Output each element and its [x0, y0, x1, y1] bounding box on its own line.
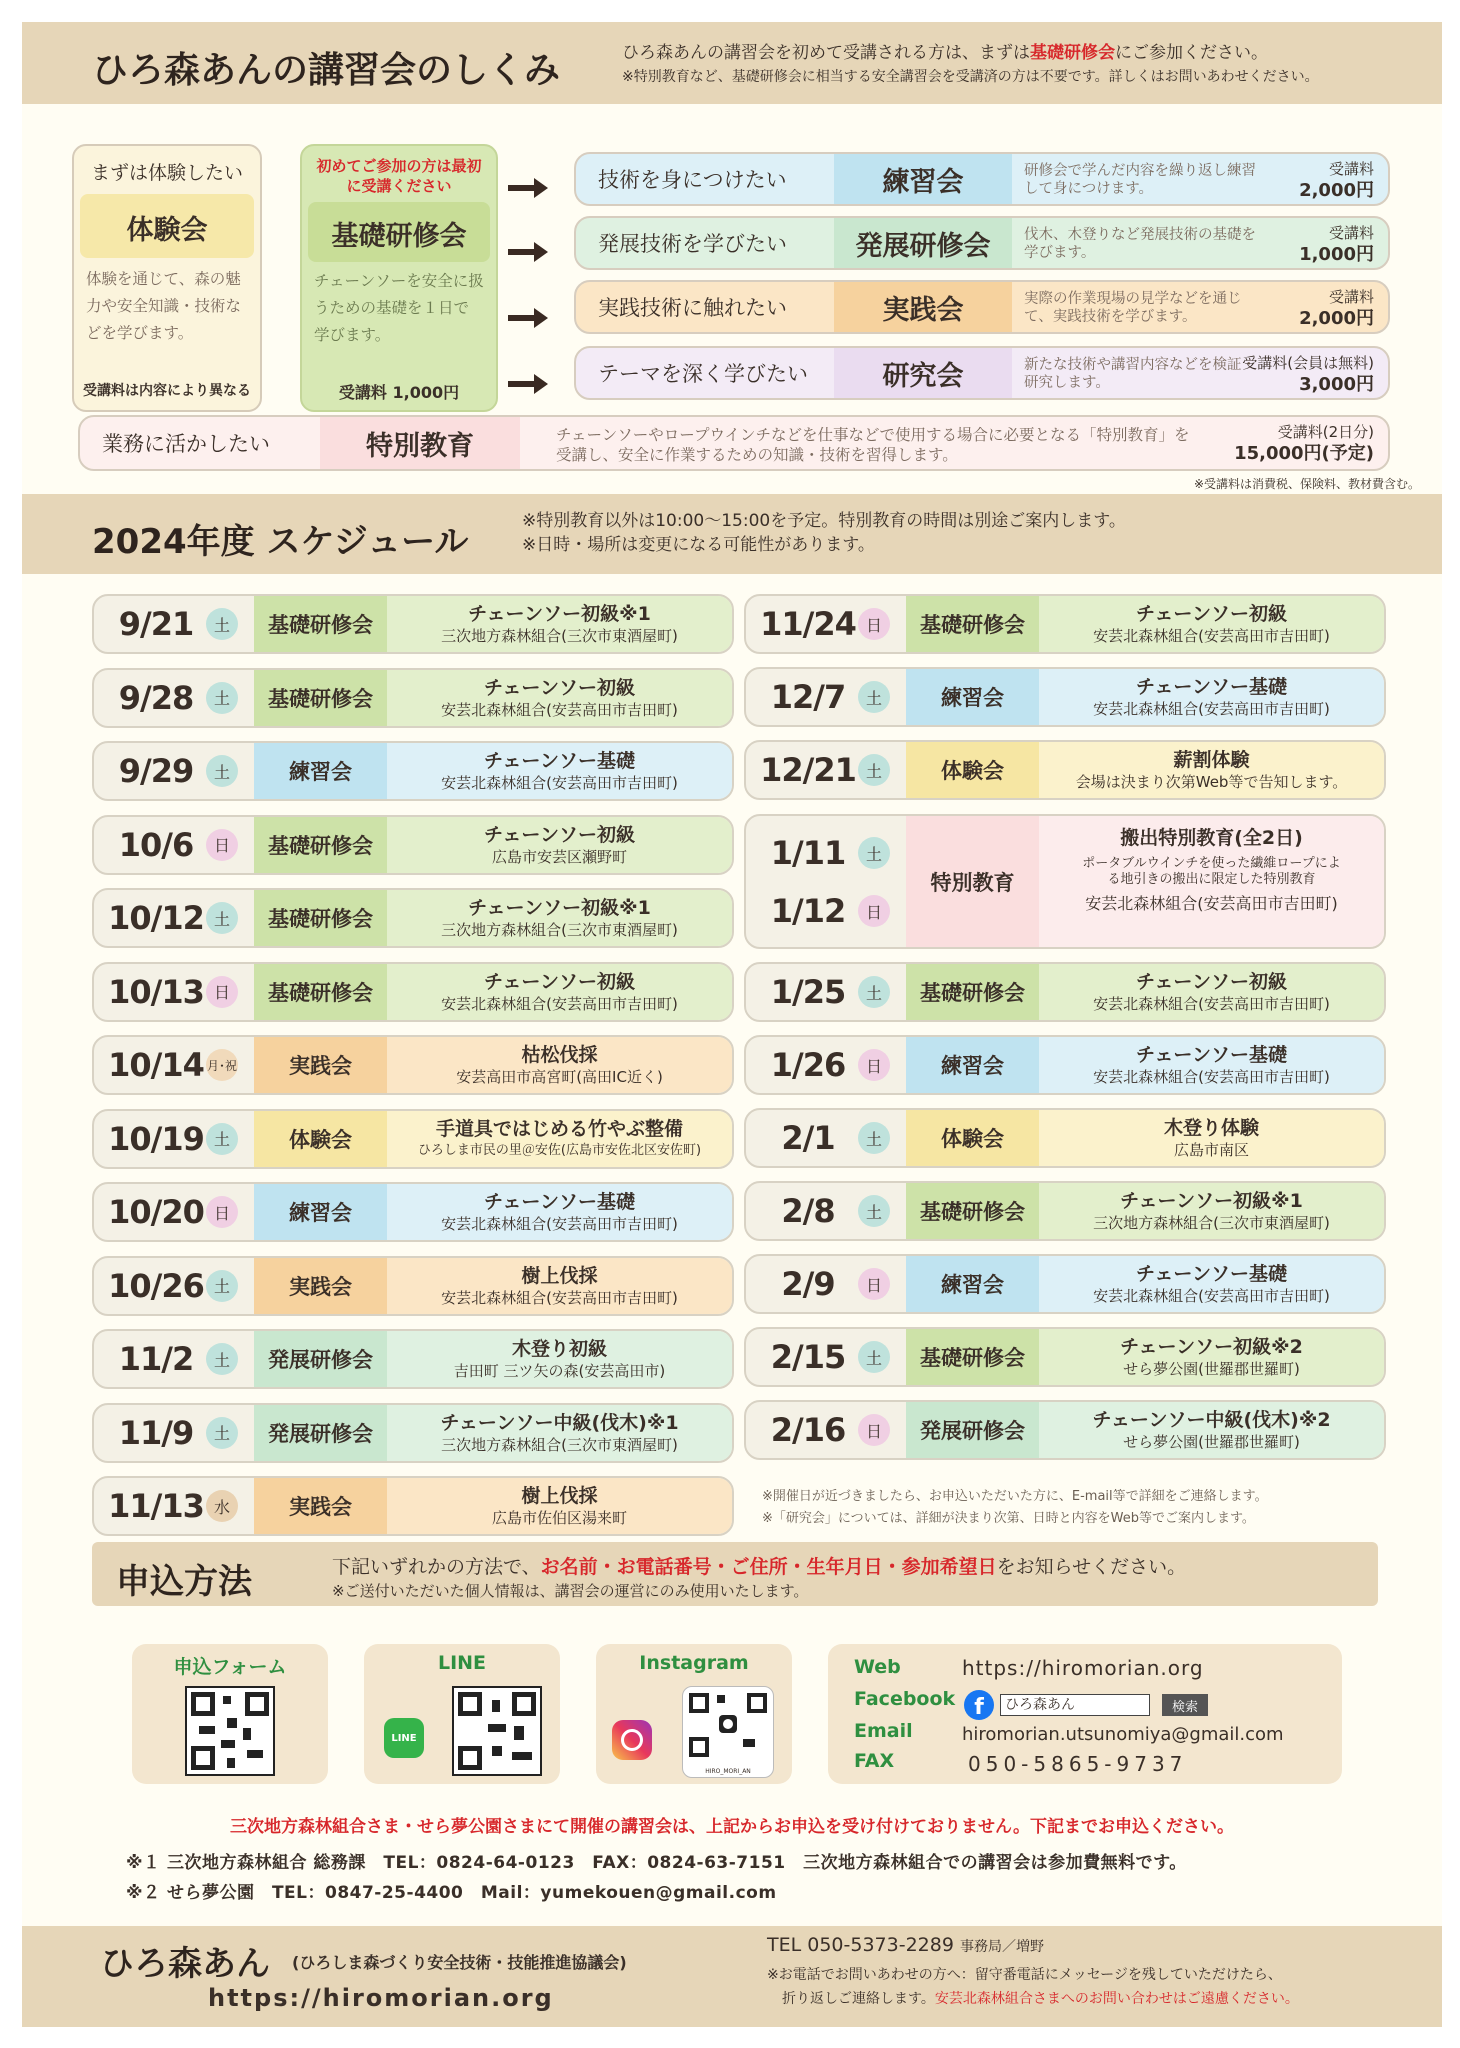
schedule-row [744, 1400, 1386, 1460]
event-info [387, 1478, 732, 1534]
taiken-title: 体験会 [126, 215, 208, 246]
event-title: チェーンソー基礎 [483, 1191, 636, 1213]
fee-value: 2,000円 [1299, 308, 1374, 329]
event-day: 土 [206, 902, 238, 934]
fee-label: 受講料 [1328, 160, 1374, 178]
event-info [1039, 742, 1384, 798]
event-day: 土 [858, 1341, 890, 1373]
course-desc: 実際の作業現場の見学などを通じて、実践技術を学びます。 [1024, 291, 1242, 325]
course-desc: チェーンソーやロープウインチなどを仕事などで使用する場合に必要となる「特別教育」を受講し、安全に作業するための知識・技術を習得します。 [556, 426, 1190, 464]
event-type: 基礎研修会 [254, 670, 387, 726]
schedule-row [744, 1181, 1386, 1241]
event-type: 実践会 [254, 1258, 387, 1314]
line-label: LINE [437, 1652, 487, 1674]
instagram-tile[interactable] [596, 1644, 792, 1784]
form-label: 申込フォーム [173, 1656, 287, 1678]
special-title: 搬出特別教育(全2日) [1120, 827, 1303, 849]
event-type: 発展研修会 [254, 1405, 387, 1461]
schedule-row [744, 1035, 1386, 1095]
event-type: 練習会 [906, 669, 1039, 725]
event-type: 練習会 [254, 1184, 387, 1240]
taiken-card [72, 144, 262, 412]
event-day: 日 [206, 976, 238, 1008]
event-date: 11/24 [760, 605, 856, 643]
taiken-desc: 体験を通じて、森の魅力や安全知識・技術などを学びます。 [86, 270, 242, 342]
schedule-row [744, 1108, 1386, 1168]
event-day: 日 [858, 1414, 890, 1446]
event-info [387, 1331, 732, 1387]
event-type: 体験会 [906, 1110, 1039, 1166]
event-title: チェーンソー初級※2 [1120, 1336, 1303, 1358]
schedule-row [744, 594, 1386, 654]
apply-header [92, 1542, 1378, 1606]
insta-handle: HIRO_MORI_AN [705, 1768, 751, 1775]
event-place: 安芸北森林組合(安芸高田市吉田町) [1093, 627, 1330, 645]
course-want: テーマを深く学びたい [598, 362, 808, 386]
schedule-row [92, 888, 734, 948]
instagram-qr-code[interactable] [682, 1686, 774, 1778]
course-fee [1299, 286, 1374, 330]
course-fee [1299, 222, 1374, 266]
arrow-right-icon [508, 306, 548, 330]
event-place: 吉田町 三ツ矢の森(安芸高田市) [453, 1362, 666, 1380]
course-hatten [574, 216, 1390, 270]
footer-url[interactable]: https://hiromorian.org [208, 1984, 554, 2012]
event-info [387, 1037, 732, 1093]
course-want: 実践技術に触れたい [598, 296, 787, 320]
fee-value: 1,000円 [1299, 244, 1374, 265]
event-date: 9/28 [118, 678, 194, 717]
event-type: 発展研修会 [254, 1331, 387, 1387]
course-name: 特別教育 [320, 417, 520, 469]
event-day: 日 [206, 829, 238, 861]
event-info [387, 1405, 732, 1461]
event-place: 安芸北森林組合(安芸高田市吉田町) [1093, 1068, 1330, 1086]
event-info [1039, 1110, 1384, 1166]
form-qr-code[interactable] [185, 1686, 275, 1776]
event-day: 日 [858, 1268, 890, 1300]
facebook-search-button[interactable]: 検索 [1162, 1694, 1208, 1716]
event-title: チェーンソー初級※1 [468, 603, 651, 625]
event-day: 土 [858, 681, 890, 713]
event-title: チェーンソー基礎 [1135, 1044, 1288, 1066]
kiso-title: 基礎研修会 [331, 221, 467, 252]
taiken-foot: 受講料は内容により異なる [83, 383, 251, 399]
special-event [744, 814, 1386, 949]
footer-org: ひろ森あん [100, 1944, 270, 1984]
facebook-icon[interactable]: f [964, 1690, 994, 1720]
event-day: 土 [206, 1270, 238, 1302]
event-title: チェーンソー初級 [1135, 603, 1288, 625]
arrow-right-icon [508, 240, 548, 264]
event-day: 土 [858, 754, 890, 786]
schedule-row [92, 668, 734, 728]
event-type: 発展研修会 [906, 1402, 1039, 1458]
event-place: 安芸北森林組合(安芸高田市吉田町) [1093, 1287, 1330, 1305]
event-day: 土 [206, 755, 238, 787]
event-day: 土 [206, 1343, 238, 1375]
event-title: チェーンソー初級※1 [1120, 1190, 1303, 1212]
event-title: チェーンソー基礎 [1135, 1263, 1288, 1285]
email-label: Email [854, 1720, 913, 1742]
event-day: 日 [858, 608, 890, 640]
event-title: チェーンソー初級 [483, 970, 636, 993]
ref-miyoshi: ※１ 三次地方森林組合 総務課 TEL：0824-64-0123 FAX：0824-63-7151 三次地方森林組合での講習会は参加費無料です。 [126, 1853, 1187, 1873]
event-title: チェーンソー基礎 [483, 750, 636, 772]
event-info [1039, 596, 1384, 652]
event-type: 基礎研修会 [906, 1183, 1039, 1239]
event-info [387, 596, 732, 652]
event-info [387, 1258, 732, 1314]
event-info [1039, 669, 1384, 725]
event-title: 木登り体験 [1163, 1117, 1259, 1139]
event-title: 枯松伐採 [521, 1044, 598, 1066]
event-day: 土 [206, 1417, 238, 1449]
event-place: 広島市安芸区瀬野町 [491, 847, 627, 866]
course-fee [1242, 352, 1374, 396]
schedule-row [92, 815, 734, 875]
schedule-row [92, 1476, 734, 1536]
special-place: 安芸北森林組合(安芸高田市吉田町) [1085, 894, 1338, 913]
event-day: 土 [206, 682, 238, 714]
event-day: 月･祝 [206, 1049, 238, 1081]
event-date: 9/21 [118, 605, 194, 643]
event-place: 三次地方森林組合(三次市東酒屋町) [441, 1435, 678, 1454]
event-title: チェーンソー初級 [483, 676, 636, 699]
course-fee [1299, 158, 1374, 202]
event-info [1039, 1329, 1384, 1385]
event-place: 安芸北森林組合(安芸高田市吉田町) [441, 700, 678, 719]
arrow-right-icon [508, 176, 548, 200]
special-date2: 1/12 [770, 892, 846, 930]
fax-number: 050-5865-9737 [968, 1752, 1188, 1776]
schedule-row [92, 962, 734, 1022]
event-date: 9/29 [118, 752, 194, 790]
schedule-row [744, 962, 1386, 1022]
event-info [1039, 1256, 1384, 1312]
event-title: 薪割体験 [1173, 749, 1250, 771]
event-place: 安芸北森林組合(安芸高田市吉田町) [441, 1288, 678, 1307]
course-kenkyu [574, 346, 1390, 400]
schedule-row [744, 740, 1386, 800]
fax-label: FAX [854, 1750, 895, 1772]
event-date: 11/13 [108, 1487, 204, 1525]
event-date: 11/9 [118, 1413, 194, 1452]
fee-label: 受講料(2日分) [1277, 423, 1374, 441]
special-type: 特別教育 [906, 816, 1039, 947]
event-info [1039, 1183, 1384, 1239]
course-want: 発展技術を学びたい [598, 232, 787, 256]
kiso-desc: チェーンソーを安全に扱うための基礎を１日で学びます。 [314, 272, 484, 344]
event-date: 1/25 [770, 973, 846, 1011]
footer-tel [767, 1934, 1044, 1956]
footer-note1: ※お電話でお問いあわせの方へ：留守番電話にメッセージを残していただけたら、 [767, 1967, 1282, 1983]
course-special [78, 415, 1390, 471]
event-type: 体験会 [906, 742, 1039, 798]
schedule-row [92, 1109, 734, 1169]
schedule-row [92, 1035, 734, 1095]
event-info [387, 890, 732, 946]
event-place: 三次地方森林組合(三次市東酒屋町) [441, 921, 678, 939]
event-place: せら夢公園(世羅郡世羅町) [1123, 1360, 1300, 1378]
event-info [1039, 1037, 1384, 1093]
event-date: 10/19 [108, 1119, 204, 1158]
schedule-row [92, 1403, 734, 1463]
header-note2: ※特別教育など、基礎研修会に相当する安全講習会を受講済の方は不要です。詳しくはお問いあわせください。 [622, 69, 1319, 85]
web-label: Web [854, 1656, 901, 1678]
facebook-search-box[interactable]: ひろ森あん [1000, 1694, 1150, 1716]
event-title: チェーンソー初級 [483, 823, 636, 846]
schedule-row [92, 594, 734, 654]
event-type: 実践会 [254, 1478, 387, 1534]
event-date: 10/13 [108, 972, 204, 1011]
event-date: 1/26 [770, 1046, 846, 1084]
event-info [387, 964, 732, 1020]
kiso-card [300, 144, 498, 412]
event-date: 2/9 [781, 1265, 835, 1303]
course-desc: 伐木、木登りなど発展技術の基礎を学びます。 [1024, 227, 1256, 261]
kiso-foot: 受講料 1,000円 [338, 383, 460, 402]
schedule-row [92, 1256, 734, 1316]
event-title: チェーンソー初級 [1135, 971, 1288, 993]
event-type: 練習会 [254, 743, 387, 799]
event-place: 広島市南区 [1173, 1141, 1249, 1159]
course-want: 業務に活かしたい [102, 432, 270, 456]
event-type: 練習会 [906, 1256, 1039, 1312]
special-day2: 日 [858, 895, 890, 927]
footer-note2-a: 折り返しご連絡します。 [782, 1991, 935, 2007]
course-name: 研究会 [834, 348, 1012, 398]
course-want: 技術を身につけたい [598, 168, 787, 192]
course-name: 練習会 [834, 154, 1012, 204]
course-fee [1234, 421, 1374, 465]
fee-value: 15,000円(予定) [1234, 443, 1374, 464]
fee-label: 受講料(会員は無料) [1242, 354, 1374, 372]
event-place: 安芸北森林組合(安芸高田市吉田町) [441, 774, 678, 792]
special-day1: 土 [858, 837, 890, 869]
footer-note2 [782, 1988, 1299, 2008]
course-renshu [574, 152, 1390, 206]
instagram-icon[interactable] [612, 1720, 652, 1760]
event-place: 安芸高田市高宮町(高田IC近く) [456, 1068, 663, 1086]
apply-title: 申込方法 [116, 1562, 252, 1602]
email-address[interactable]: hiromorian.utsunomiya@gmail.com [962, 1724, 1284, 1745]
event-info [387, 743, 732, 799]
event-date: 12/21 [760, 751, 856, 789]
event-title: 木登り初級 [511, 1338, 607, 1360]
line-icon[interactable]: LINE [384, 1718, 424, 1758]
event-place: 会場は決まり次第Web等で告知します。 [1075, 773, 1348, 791]
event-type: 体験会 [254, 1111, 387, 1167]
event-date: 2/1 [781, 1119, 835, 1157]
header-band [22, 22, 1442, 104]
event-info [1039, 964, 1384, 1020]
web-url[interactable]: https://hiromorian.org [962, 1656, 1204, 1680]
course-name: 発展研修会 [834, 218, 1012, 268]
footer [22, 1926, 1442, 2027]
event-title: 樹上伐採 [521, 1485, 598, 1507]
line-qr-code[interactable] [452, 1686, 542, 1776]
apply-note1-a: 下記いずれかの方法で、 [332, 1556, 541, 1578]
apply-note1-b: お名前・お電話番号・ご住所・生年月日・参加希望日 [540, 1556, 997, 1578]
event-info [387, 817, 732, 873]
schedule-header-band [22, 494, 1442, 574]
footer-office: 事務局／増野 [959, 1939, 1044, 1955]
instagram-label: Instagram [639, 1652, 749, 1674]
special-desc: ポータブルウインチを使った繊維ロープによる地引きの搬出に限定した特別教育 [1082, 856, 1341, 887]
event-title: チェーンソー初級※1 [468, 897, 651, 919]
schedule-row [92, 741, 734, 801]
schedule-note2: ※日時・場所は変更になる可能性があります。 [522, 535, 875, 555]
footer-note2-b: 安芸北森林組合さまへのお問い合わせはご遠慮ください。 [934, 1991, 1299, 2007]
event-info [387, 1111, 732, 1167]
apply-warning: 三次地方森林組合さま・せら夢公園さまにて開催の講習会は、上記からお申込を受け付けておりません。下記までお申込ください。 [229, 1817, 1235, 1837]
event-place: 安芸北森林組合(安芸高田市吉田町) [1093, 700, 1330, 718]
taiken-header: まずは体験したい [90, 162, 243, 184]
event-date: 2/8 [781, 1192, 835, 1230]
event-type: 実践会 [254, 1037, 387, 1093]
event-day: 土 [858, 1122, 890, 1154]
event-day: 土 [858, 976, 890, 1008]
event-date: 10/26 [108, 1266, 204, 1305]
event-title: チェーンソー中級(伐木)※2 [1092, 1409, 1331, 1431]
event-place: せら夢公園(世羅郡世羅町) [1123, 1433, 1300, 1451]
header-note-line1: ひろ森あんの講習会を初めて受講される方は、まずは基礎研修会にご参加ください。 [622, 43, 1268, 63]
event-day: 土 [206, 1123, 238, 1155]
event-type: 練習会 [906, 1037, 1039, 1093]
header-note [622, 42, 1268, 64]
course-name: 実践会 [834, 282, 1012, 332]
ref-sera: ※２ せら夢公園 TEL：0847-25-4400 Mail：yumekouen@gmail.com [126, 1883, 777, 1903]
event-day: 水 [206, 1490, 238, 1522]
event-place: 安芸北森林組合(安芸高田市吉田町) [441, 1215, 678, 1233]
event-info [387, 670, 732, 726]
form-tile[interactable] [132, 1644, 328, 1784]
special-info [1039, 816, 1384, 947]
course-desc: 研修会で学んだ内容を繰り返し練習して身につけます。 [1024, 163, 1256, 197]
event-date: 12/7 [770, 678, 846, 716]
schedule-row [92, 1329, 734, 1389]
event-place: 三次地方森林組合(三次市東酒屋町) [441, 627, 678, 645]
event-date: 11/2 [118, 1340, 194, 1378]
course-desc: 新たな技術や講習内容などを検証・研究します。 [1024, 357, 1256, 391]
event-title: チェーンソー基礎 [1135, 676, 1288, 698]
event-day: 土 [206, 608, 238, 640]
event-date: 2/15 [770, 1338, 846, 1376]
event-day: 日 [858, 1049, 890, 1081]
event-date: 2/16 [770, 1411, 846, 1449]
schedule-row [92, 1182, 734, 1242]
event-date: 10/6 [118, 825, 194, 864]
event-type: 基礎研修会 [254, 817, 387, 873]
event-type: 基礎研修会 [906, 964, 1039, 1020]
schedule-notes [762, 1486, 1268, 1530]
fee-value: 2,000円 [1299, 180, 1374, 201]
event-title: チェーンソー中級(伐木)※1 [440, 1411, 679, 1434]
event-title: 樹上伐採 [521, 1264, 598, 1287]
event-place: 三次地方森林組合(三次市東酒屋町) [1093, 1214, 1330, 1232]
schedule-row [744, 1327, 1386, 1387]
footer-tel-number: TEL 050-5373-2289 [767, 1934, 954, 1956]
course-jissen [574, 280, 1390, 334]
special-date1: 1/11 [770, 834, 846, 872]
schedule-row [744, 667, 1386, 727]
schedule-note: ※開催日が近づきましたら、お申込いただいた方に、E-mail等で詳細をご連絡します。 [762, 1489, 1268, 1504]
event-date: 10/20 [108, 1193, 204, 1231]
footer-org-sub: (ひろしま森づくり安全技術・技能推進協議会) [292, 1953, 627, 1972]
facebook-label: Facebook [854, 1688, 956, 1710]
contact-tile [828, 1644, 1342, 1784]
event-title: 手道具ではじめる竹やぶ整備 [435, 1117, 683, 1140]
schedule-row [744, 1254, 1386, 1314]
fee-value: 3,000円 [1299, 374, 1374, 395]
event-info [387, 1184, 732, 1240]
event-day: 日 [206, 1196, 238, 1228]
kiso-header: 初めてご参加の方は最初に受講ください [316, 157, 482, 195]
event-type: 基礎研修会 [254, 890, 387, 946]
apply-note1 [332, 1552, 1186, 1579]
apply-note1-c: をお知らせください。 [996, 1556, 1187, 1578]
event-place: 安芸北森林組合(安芸高田市吉田町) [1093, 995, 1330, 1013]
line-tile[interactable] [364, 1644, 560, 1784]
flyer-page [22, 22, 1442, 2027]
event-type: 基礎研修会 [906, 1329, 1039, 1385]
apply-note2: ※ご送付いただいた個人情報は、講習会の運営にのみ使用いたします。 [332, 1582, 809, 1600]
event-type: 基礎研修会 [254, 964, 387, 1020]
event-place: ひろしま市民の里＠安佐(広島市安佐北区安佐町) [417, 1142, 702, 1158]
event-day: 土 [858, 1195, 890, 1227]
fee-label: 受講料 [1328, 288, 1374, 306]
event-place: 広島市佐伯区湯来町 [491, 1509, 627, 1527]
fee-label: 受講料 [1328, 224, 1374, 242]
schedule-title: 2024年度 スケジュール [92, 522, 469, 562]
schedule-note1: ※特別教育以外は10:00～15:00を予定。特別教育の時間は別途ご案内します。 [522, 511, 1126, 531]
arrow-right-icon [508, 372, 548, 396]
schedule-note: ※「研究会」については、詳細が決まり次第、日時と内容をWeb等でご案内します。 [762, 1511, 1255, 1526]
event-place: 安芸北森林組合(安芸高田市吉田町) [441, 994, 678, 1013]
event-date: 10/12 [108, 899, 204, 937]
event-type: 基礎研修会 [254, 596, 387, 652]
page-title: ひろ森あんの講習会のしくみ [92, 50, 561, 91]
fee-note: ※受講料は消費税、保険料、教材費含む。 [1193, 477, 1420, 491]
event-info [1039, 1402, 1384, 1458]
event-date: 10/14 [108, 1046, 204, 1084]
event-type: 基礎研修会 [906, 596, 1039, 652]
